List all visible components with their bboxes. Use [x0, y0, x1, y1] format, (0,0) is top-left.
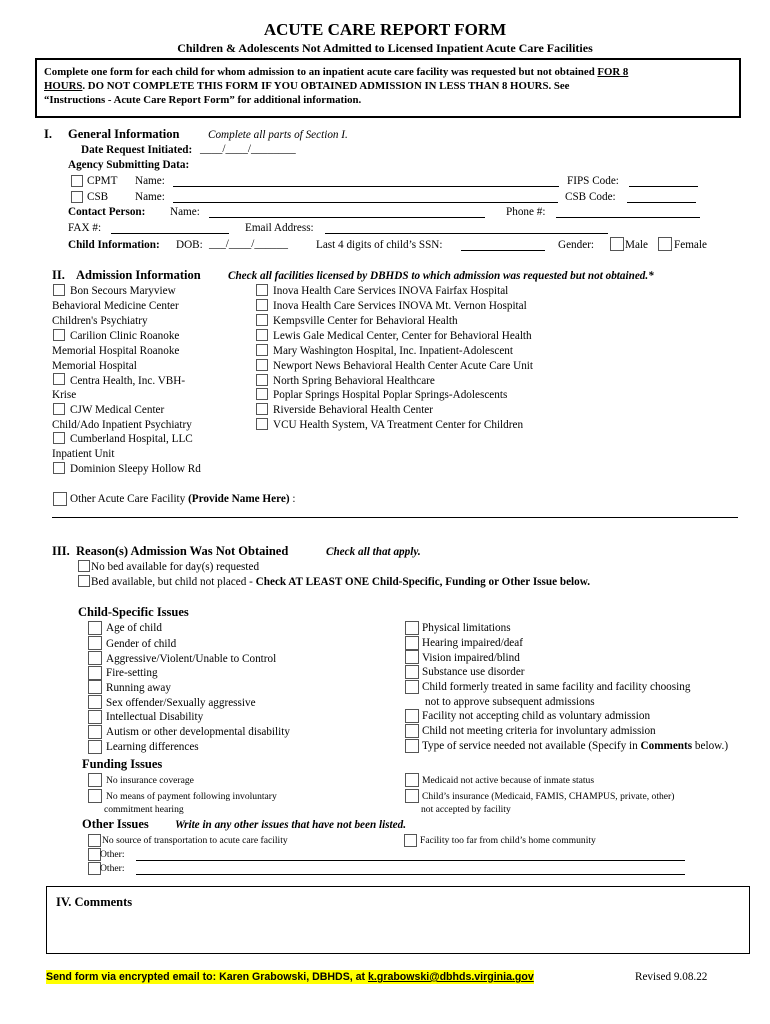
date-request-field[interactable]: ____/____/________: [200, 143, 296, 155]
funding-checkbox[interactable]: [88, 789, 102, 803]
other-issue-checkbox[interactable]: [404, 834, 417, 847]
issue-label-cont: not to approve subsequent admissions: [425, 696, 595, 708]
funding-checkbox[interactable]: [88, 773, 102, 787]
facility-checkbox[interactable]: [256, 344, 268, 356]
issue-checkbox[interactable]: [405, 621, 419, 635]
facility-left-line: Krise: [52, 389, 77, 401]
agency-label: Agency Submitting Data:: [68, 159, 190, 171]
issue-label: Sex offender/Sexually aggressive: [106, 697, 256, 709]
facility-left-line: Memorial Hospital: [52, 360, 137, 372]
other-issue-label: Other:: [100, 863, 125, 874]
issue-checkbox[interactable]: [88, 636, 102, 650]
other-issue-field[interactable]: [136, 860, 685, 861]
csb-label: CSB: [87, 191, 109, 203]
other-issues-note: Write in any other issues that have not been listed.: [175, 819, 407, 831]
dob-field[interactable]: ___/____/______: [209, 238, 288, 250]
issue-checkbox[interactable]: [88, 680, 102, 694]
section3-num: III.: [52, 544, 70, 558]
facility-label: Inova Health Care Services INOVA Mt. Vernon Hospital: [273, 300, 527, 312]
female-checkbox[interactable]: [658, 237, 672, 251]
other-issue-checkbox[interactable]: [88, 834, 101, 847]
section1-note: Complete all parts of Section I.: [208, 129, 348, 141]
form-subtitle: Children & Adolescents Not Admitted to Licensed Inpatient Acute Care Facilities: [177, 41, 593, 55]
male-checkbox[interactable]: [610, 237, 624, 251]
facility-label: North Spring Behavioral Healthcare: [273, 375, 435, 387]
other-issue-label: Facility too far from child’s home community: [420, 835, 596, 846]
facility-left-line: Dominion Sleepy Hollow Rd: [70, 463, 201, 475]
female-label: Female: [674, 239, 707, 251]
cpmt-checkbox[interactable]: [71, 175, 83, 187]
facility-left-line: Behavioral Medicine Center: [52, 300, 179, 312]
no-bed-label: No bed available for day(s) requested: [91, 561, 260, 573]
issue-label: Physical limitations: [422, 622, 511, 634]
facility-left-line: CJW Medical Center: [70, 404, 165, 416]
funding-label-cont: commitment hearing: [104, 804, 184, 815]
facility-left-line: Inpatient Unit: [52, 448, 115, 460]
other-issues-title: Other Issues: [82, 817, 149, 831]
fips-field[interactable]: [629, 186, 698, 187]
cpmt-name-field[interactable]: [173, 186, 559, 187]
issue-checkbox[interactable]: [88, 725, 102, 739]
facility-checkbox[interactable]: [256, 299, 268, 311]
facility-label: Inova Health Care Services INOVA Fairfax Hospital: [273, 285, 509, 297]
notice-line-1: Complete one form for each child for whom admission to an inpatient acute care facility was requested but not obtained FOR 8: [44, 66, 629, 78]
child-specific-title: Child-Specific Issues: [78, 605, 189, 619]
issue-checkbox[interactable]: [405, 636, 419, 650]
no-bed-checkbox[interactable]: [78, 560, 90, 572]
date-request-label: Date Request Initiated:: [81, 144, 193, 156]
other-facility-field[interactable]: [52, 517, 738, 518]
notice-line-2: HOURS. DO NOT COMPLETE THIS FORM IF YOU OBTAINED ADMISSION IN LESS THAN 8 HOURS. See: [44, 80, 570, 92]
issue-checkbox[interactable]: [405, 680, 419, 694]
issue-checkbox[interactable]: [88, 710, 102, 724]
issue-checkbox[interactable]: [88, 621, 102, 635]
issue-label: Substance use disorder: [422, 666, 525, 678]
section3-title: Reason(s) Admission Was Not Obtained: [76, 544, 289, 558]
facility-checkbox[interactable]: [256, 359, 268, 371]
issue-label: Learning differences: [106, 741, 199, 753]
ssn-field[interactable]: [461, 250, 545, 251]
section2-title: Admission Information: [76, 268, 201, 282]
email-link[interactable]: k.grabowski@dbhds.virginia.gov: [368, 971, 534, 983]
other-issue-label: No source of transportation to acute care facility: [102, 835, 288, 846]
section1-title: General Information: [68, 127, 180, 141]
facility-cumberland-checkbox[interactable]: [53, 432, 65, 444]
facility-cjw-checkbox[interactable]: [53, 403, 65, 415]
issue-checkbox[interactable]: [405, 650, 419, 664]
dob-label: DOB:: [176, 239, 203, 251]
child-info-label: Child Information:: [68, 239, 160, 251]
form-title: ACUTE CARE REPORT FORM: [263, 20, 507, 39]
facility-left-line: Memorial Hospital Roanoke: [52, 345, 180, 357]
issue-label: Intellectual Disability: [106, 711, 204, 723]
issue-label: Aggressive/Violent/Unable to Control: [106, 653, 277, 665]
issue-checkbox[interactable]: [405, 724, 419, 738]
issue-label: Running away: [106, 682, 171, 694]
male-label: Male: [625, 239, 648, 251]
email-label: Email Address:: [245, 222, 314, 234]
facility-checkbox[interactable]: [256, 314, 268, 326]
issue-checkbox[interactable]: [405, 739, 419, 753]
issue-label: Facility not accepting child as voluntary admission: [422, 710, 651, 722]
facility-checkbox[interactable]: [256, 284, 268, 296]
funding-checkbox[interactable]: [405, 773, 419, 787]
phone-field[interactable]: [556, 217, 700, 218]
issue-checkbox[interactable]: [88, 695, 102, 709]
funding-label-cont: not accepted by facility: [421, 804, 511, 815]
facility-left-line: Child/Ado Inpatient Psychiatry: [52, 419, 192, 431]
section2-note: Check all facilities licensed by DBHDS to which admission was requested but not obtained.*: [228, 270, 654, 282]
facility-checkbox[interactable]: [256, 388, 268, 400]
facility-label: Mary Washington Hospital, Inc. Inpatient-Adolescent: [273, 345, 513, 357]
issue-checkbox[interactable]: [405, 665, 419, 679]
funding-label: Child’s insurance (Medicaid, FAMIS, CHAMPUS, private, other): [422, 791, 675, 802]
cpmt-label: CPMT: [87, 175, 118, 187]
comments-box[interactable]: [46, 886, 750, 954]
cpmt-name-label: Name:: [135, 175, 165, 187]
fips-label: FIPS Code:: [567, 175, 619, 187]
issue-label: Vision impaired/blind: [422, 652, 520, 664]
other-facility-checkbox[interactable]: [53, 492, 67, 506]
facility-checkbox[interactable]: [256, 374, 268, 386]
issue-label: Hearing impaired/deaf: [422, 637, 523, 649]
facility-label: VCU Health System, VA Treatment Center for Children: [273, 419, 524, 431]
send-instructions: Send form via encrypted email to: Karen Grabowski, DBHDS, at k.grabowski@dbhds.virginia.gov: [46, 971, 534, 983]
facility-checkbox[interactable]: [256, 329, 268, 341]
facility-carilion-checkbox[interactable]: [53, 329, 65, 341]
facility-label: Kempsville Center for Behavioral Health: [273, 315, 458, 327]
facility-label: Riverside Behavioral Health Center: [273, 404, 433, 416]
funding-title: Funding Issues: [82, 757, 163, 771]
facility-left-line: Bon Secours Maryview: [70, 285, 176, 297]
csb-code-field[interactable]: [627, 202, 696, 203]
email-field[interactable]: [325, 233, 608, 234]
gender-label: Gender:: [558, 239, 595, 251]
contact-name-label: Name:: [170, 206, 200, 218]
section2-num: II.: [52, 268, 65, 282]
funding-label: No insurance coverage: [106, 775, 194, 786]
other-issue-field[interactable]: [136, 874, 685, 875]
issue-label: Child not meeting criteria for involuntary admission: [422, 725, 656, 737]
fax-label: FAX #:: [68, 222, 102, 234]
csb-name-label: Name:: [135, 191, 165, 203]
bed-available-label: Bed available, but child not placed - Check AT LEAST ONE Child-Specific, Funding or Other Issue below.: [91, 576, 591, 588]
issue-label: Child formerly treated in same facility and facility choosing: [422, 681, 691, 693]
facility-checkbox[interactable]: [256, 418, 268, 430]
facility-centra-checkbox[interactable]: [53, 373, 65, 385]
funding-checkbox[interactable]: [405, 789, 419, 803]
section3-note: Check all that apply.: [326, 546, 421, 558]
issue-checkbox[interactable]: [405, 709, 419, 723]
csb-name-field[interactable]: [173, 202, 558, 203]
issue-label: Autism or other developmental disability: [106, 726, 290, 738]
issue-checkbox[interactable]: [88, 666, 102, 680]
csb-checkbox[interactable]: [71, 191, 83, 203]
facility-label: Newport News Behavioral Health Center Acute Care Unit: [273, 360, 534, 372]
facility-label: Poplar Springs Hospital Poplar Springs-Adolescents: [273, 389, 508, 401]
phone-label: Phone #:: [506, 206, 546, 218]
ssn-label: Last 4 digits of child’s SSN:: [316, 239, 443, 251]
other-issue-label: Other:: [100, 849, 125, 860]
facility-left-line: Children's Psychiatry: [52, 315, 148, 327]
funding-label: No means of payment following involuntary: [106, 791, 277, 802]
revised-date: Revised 9.08.22: [635, 971, 708, 983]
facility-bon-secours-checkbox[interactable]: [53, 284, 65, 296]
fax-field[interactable]: [111, 233, 229, 234]
facility-checkbox[interactable]: [256, 403, 268, 415]
issue-checkbox[interactable]: [88, 740, 102, 754]
facility-dominion-checkbox[interactable]: [53, 462, 65, 474]
facility-left-line: Cumberland Hospital, LLC: [70, 433, 193, 445]
section4-title: IV. Comments: [56, 895, 133, 909]
facility-left-line: Centra Health, Inc. VBH-: [70, 375, 186, 387]
csb-code-label: CSB Code:: [565, 191, 616, 203]
issue-checkbox[interactable]: [88, 651, 102, 665]
contact-label: Contact Person:: [68, 206, 146, 218]
contact-name-field[interactable]: [209, 217, 485, 218]
facility-label: Lewis Gale Medical Center, Center for Behavioral Health: [273, 330, 532, 342]
issue-label: Age of child: [106, 622, 162, 634]
issue-label: Gender of child: [106, 638, 177, 650]
section1-num: I.: [44, 127, 52, 141]
facility-left-line: Carilion Clinic Roanoke: [70, 330, 180, 342]
bed-available-checkbox[interactable]: [78, 575, 90, 587]
funding-label: Medicaid not active because of inmate status: [422, 775, 595, 786]
issue-label: Fire-setting: [106, 667, 158, 679]
other-facility-label: Other Acute Care Facility (Provide Name Here) :: [70, 493, 296, 505]
notice-line-3: “Instructions - Acute Care Report Form” for additional information.: [44, 94, 362, 106]
issue-label: Type of service needed not available (Specify in Comments below.): [422, 740, 729, 752]
